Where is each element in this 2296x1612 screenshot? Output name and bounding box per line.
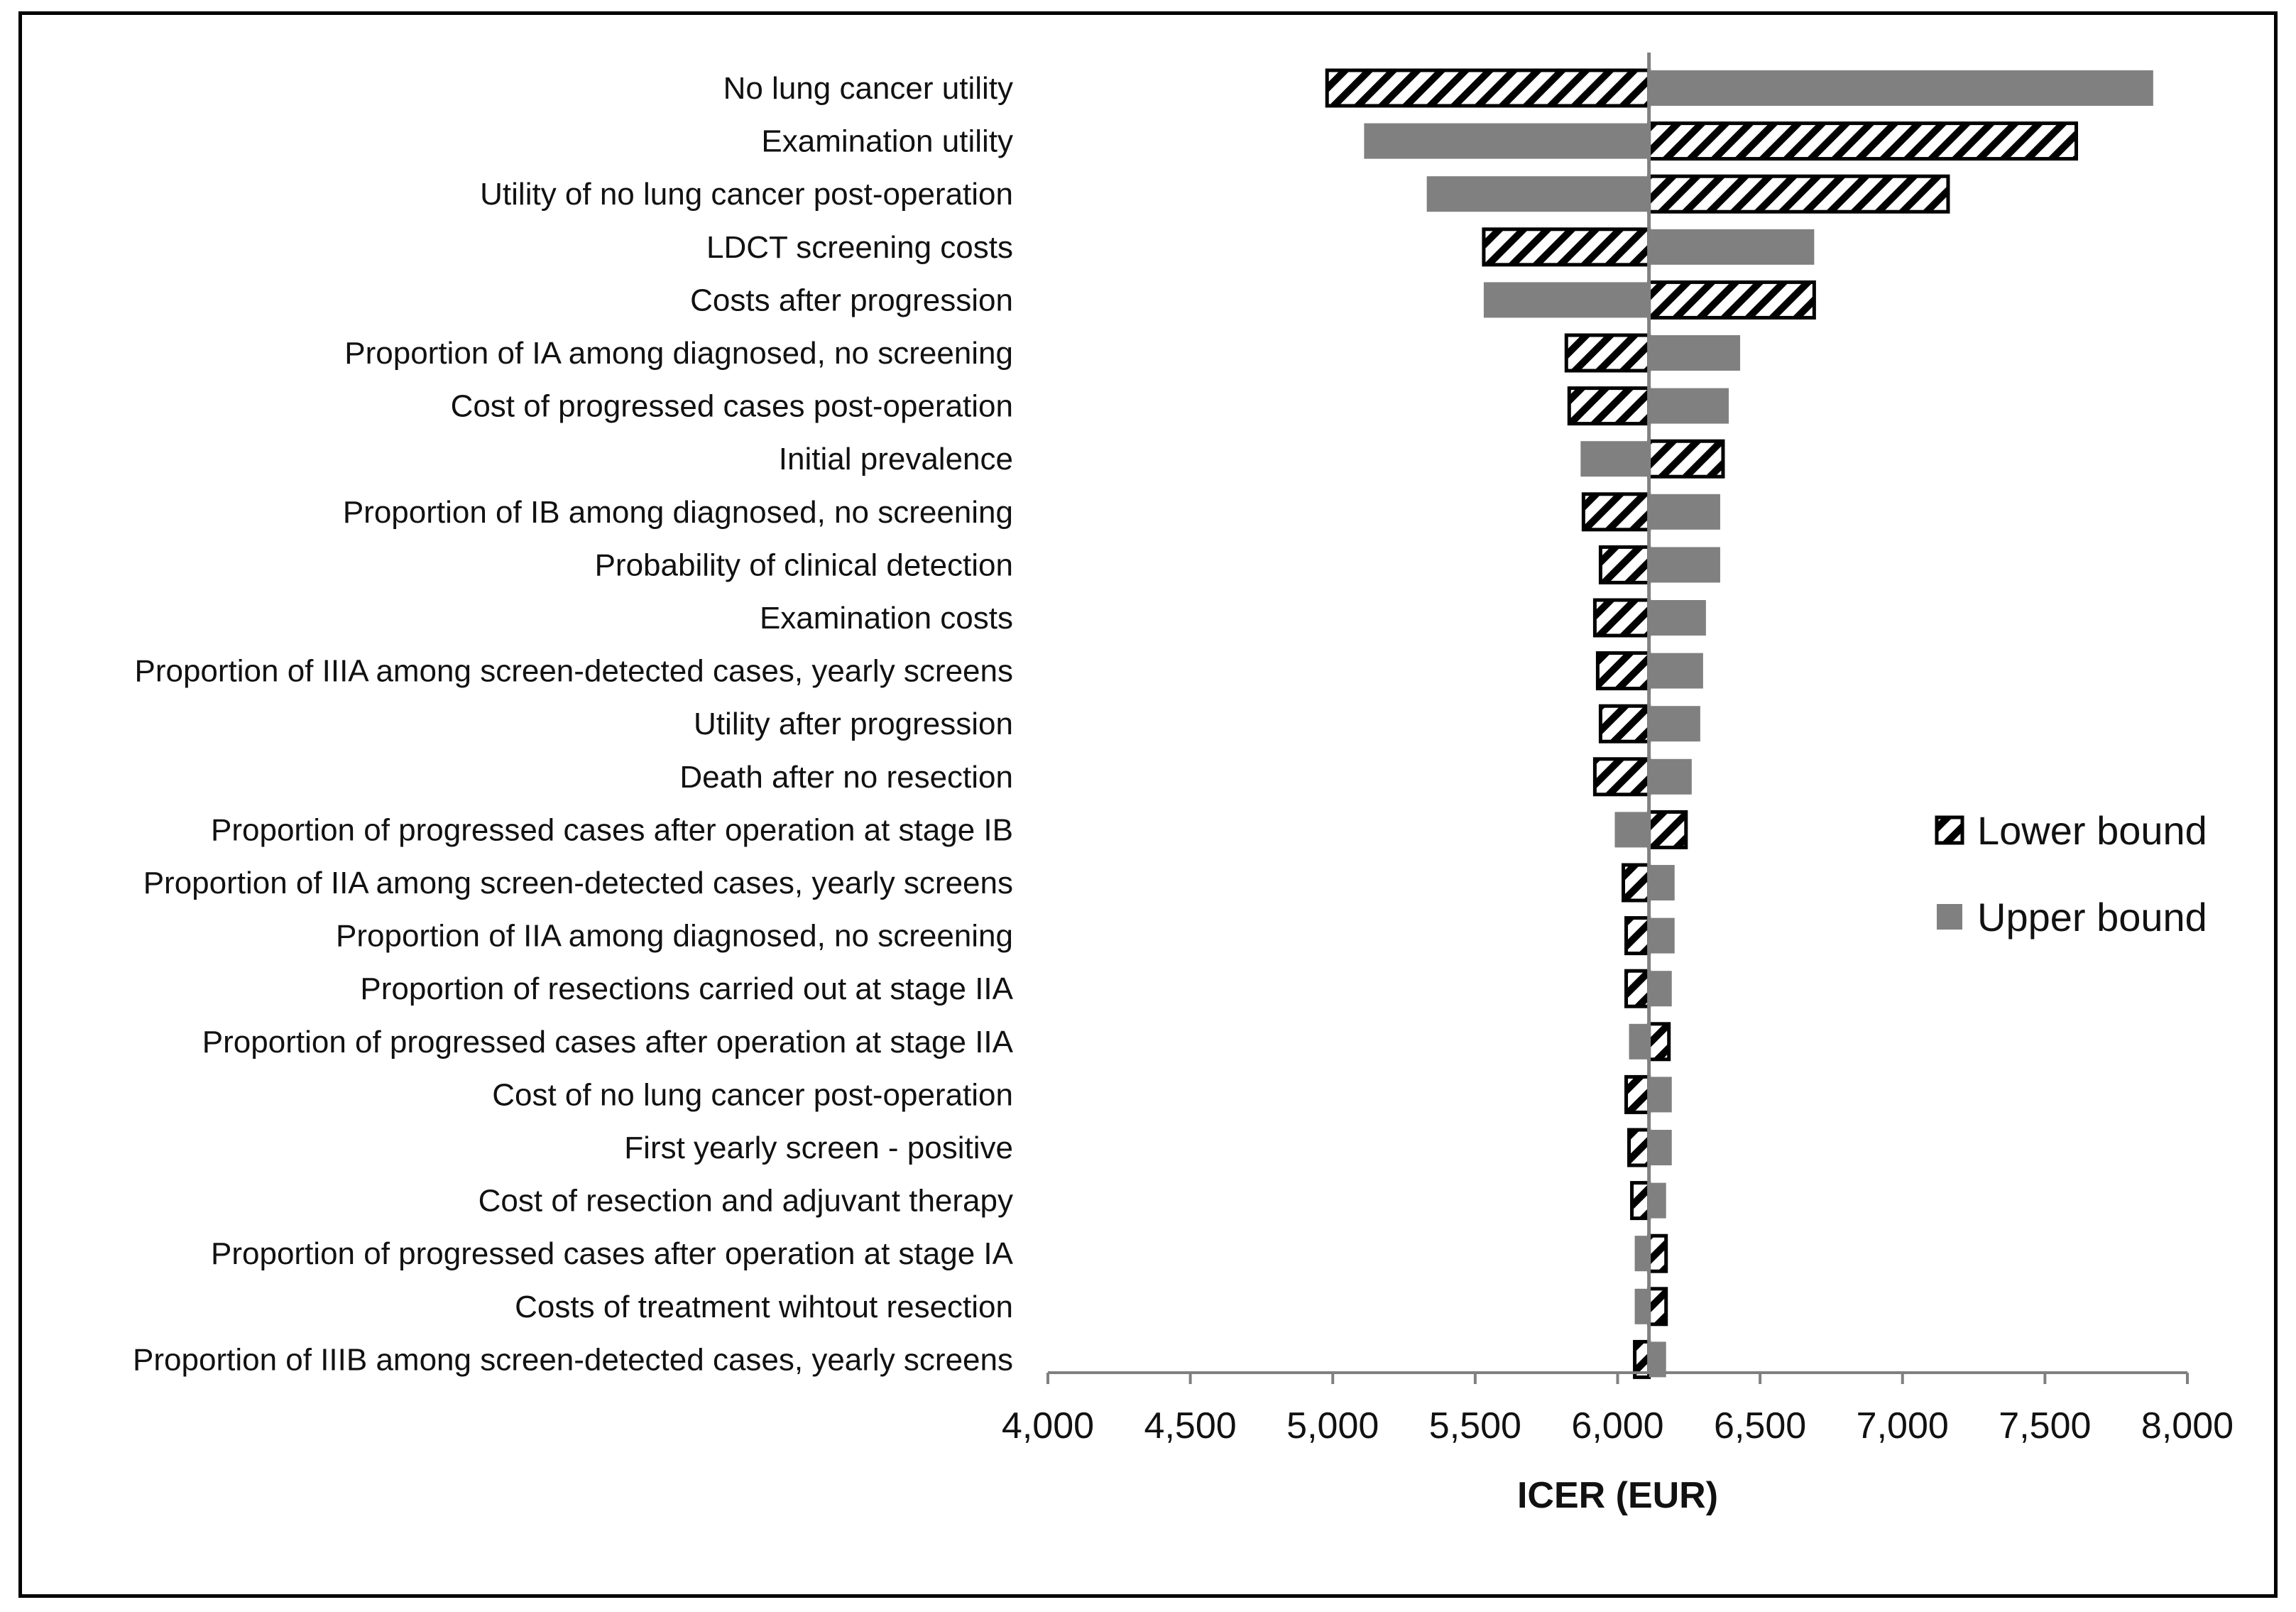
bar-lower-bound: [1649, 812, 1686, 847]
category-label: Proportion of IA among diagnosed, no screening: [344, 336, 1013, 371]
bar-lower-bound: [1649, 176, 1948, 212]
category-label: Proportion of resections carried out at stage IIA: [360, 971, 1013, 1007]
x-tick-label: 8,000: [2141, 1405, 2234, 1447]
bar-upper-bound: [1649, 706, 1700, 741]
category-label: Cost of no lung cancer post-operation: [492, 1077, 1013, 1113]
x-axis: [1002, 1373, 2234, 1447]
chart-frame: [18, 11, 2278, 1598]
bar-upper-bound: [1635, 1236, 1649, 1271]
legend-swatch-lower-bound: [1937, 817, 1962, 843]
x-tick-label: 4,500: [1144, 1405, 1237, 1447]
bar-lower-bound: [1597, 653, 1649, 689]
bar-lower-bound: [1632, 1183, 1649, 1219]
category-label: Costs of treatment wihtout resection: [515, 1289, 1013, 1324]
x-tick-label: 5,500: [1428, 1405, 1521, 1447]
bar-upper-bound: [1427, 176, 1649, 212]
x-tick-label: 7,500: [1999, 1405, 2092, 1447]
category-label: Costs after progression: [690, 283, 1013, 318]
category-label: Initial prevalence: [778, 442, 1013, 477]
bar-lower-bound: [1583, 494, 1649, 530]
x-tick-label: 6,500: [1714, 1405, 1807, 1447]
bar-upper-bound: [1629, 1024, 1649, 1060]
x-tick-label: 6,000: [1571, 1405, 1664, 1447]
category-label: Proportion of progressed cases after operation at stage IB: [211, 812, 1013, 848]
category-label: Proportion of IIIB among screen-detected cases, yearly screens: [133, 1342, 1013, 1378]
bar-lower-bound: [1649, 124, 2077, 159]
category-label: First yearly screen - positive: [624, 1131, 1013, 1165]
bar-upper-bound: [1649, 388, 1729, 424]
bar-lower-bound: [1595, 600, 1649, 636]
bar-upper-bound: [1649, 1077, 1672, 1112]
category-label: Proportion of IIIA among screen-detected cases, yearly screens: [134, 653, 1013, 689]
bar-upper-bound: [1649, 70, 2153, 106]
bar-upper-bound: [1649, 547, 1720, 582]
bar-lower-bound: [1627, 1077, 1649, 1112]
bar-upper-bound: [1649, 971, 1672, 1006]
bar-upper-bound: [1649, 1183, 1666, 1219]
category-label: Proportion of progressed cases after operation at stage IIA: [202, 1024, 1013, 1060]
category-label: Proportion of IIA among screen-detected cases, yearly screens: [143, 866, 1013, 900]
bar-lower-bound: [1595, 759, 1649, 795]
category-label: Examination costs: [759, 601, 1013, 636]
category-label: Examination utility: [761, 124, 1013, 159]
legend-swatch-upper-bound: [1937, 904, 1962, 930]
bar-lower-bound: [1649, 282, 1815, 317]
category-label: Death after no resection: [679, 759, 1013, 795]
bar-upper-bound: [1635, 1289, 1649, 1324]
bar-lower-bound: [1649, 1289, 1666, 1324]
category-label: No lung cancer utility: [723, 71, 1013, 106]
category-label: LDCT screening costs: [706, 229, 1013, 265]
bar-lower-bound: [1629, 1130, 1649, 1165]
category-label: Proportion of IB among diagnosed, no screening: [342, 494, 1013, 530]
bar-upper-bound: [1484, 282, 1649, 317]
bar-lower-bound: [1600, 547, 1649, 582]
legend-label-upper-bound: Upper bound: [1977, 895, 2207, 940]
bar-lower-bound: [1627, 918, 1649, 954]
x-axis-title: ICER (EUR): [1516, 1475, 1719, 1516]
bar-lower-bound: [1649, 441, 1723, 476]
category-label: Proportion of IIA among diagnosed, no screening: [336, 918, 1013, 954]
bar-lower-bound: [1566, 335, 1649, 371]
bar-upper-bound: [1649, 653, 1703, 689]
bar-upper-bound: [1649, 759, 1692, 795]
bar-lower-bound: [1600, 706, 1649, 741]
bar-lower-bound: [1484, 229, 1649, 265]
x-tick-label: 4,000: [1001, 1405, 1095, 1447]
bar-upper-bound: [1649, 600, 1706, 636]
bars: [1327, 53, 2153, 1377]
x-tick-label: 5,000: [1286, 1405, 1379, 1447]
bar-upper-bound: [1649, 918, 1675, 954]
category-label: Cost of resection and adjuvant therapy: [478, 1183, 1013, 1219]
bar-upper-bound: [1649, 335, 1740, 371]
category-labels: [133, 71, 1014, 1377]
bar-upper-bound: [1614, 812, 1649, 847]
category-label: Probability of clinical detection: [594, 548, 1013, 583]
bar-upper-bound: [1649, 865, 1675, 900]
category-label: Utility of no lung cancer post-operation: [480, 177, 1013, 212]
legend-label-lower-bound: Lower bound: [1977, 808, 2207, 853]
bar-lower-bound: [1569, 388, 1649, 424]
bar-lower-bound: [1649, 1024, 1669, 1060]
bar-upper-bound: [1649, 494, 1720, 530]
bar-lower-bound: [1627, 971, 1649, 1006]
bar-upper-bound: [1649, 1130, 1672, 1165]
bar-lower-bound: [1649, 1236, 1666, 1271]
category-label: Cost of progressed cases post-operation: [450, 388, 1013, 424]
legend: [1937, 808, 2207, 940]
bar-upper-bound: [1580, 441, 1649, 476]
x-tick-label: 7,000: [1856, 1405, 1949, 1447]
bar-lower-bound: [1624, 865, 1649, 900]
bar-upper-bound: [1649, 229, 1815, 265]
bar-upper-bound: [1364, 124, 1649, 159]
category-label: Utility after progression: [694, 707, 1013, 742]
category-label: Proportion of progressed cases after operation at stage IA: [211, 1236, 1013, 1272]
bar-lower-bound: [1327, 70, 1649, 106]
tornado-chart: [22, 15, 2274, 1594]
